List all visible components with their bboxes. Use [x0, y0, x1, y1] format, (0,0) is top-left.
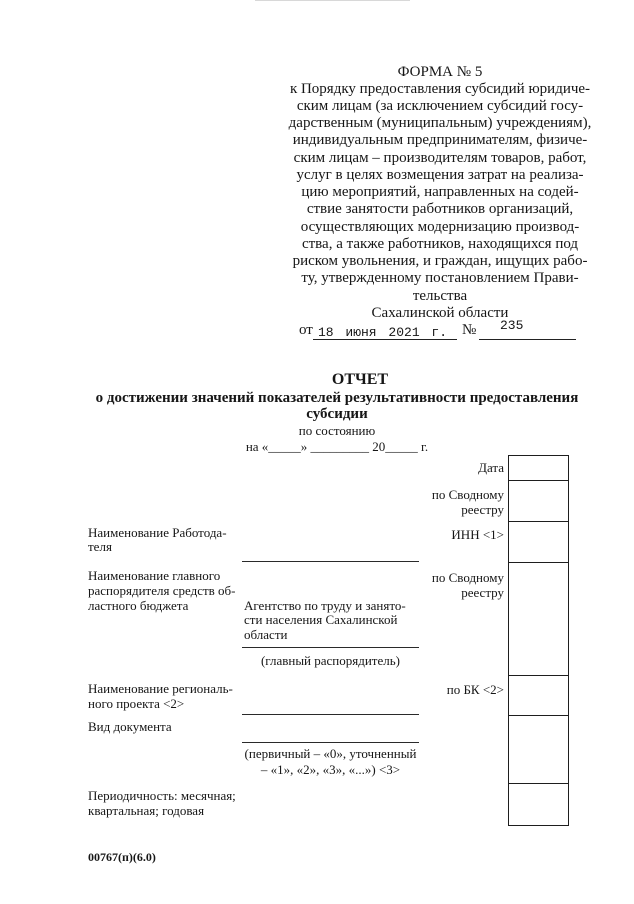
value-line: области — [244, 626, 288, 642]
chief-manager-value — [244, 599, 406, 643]
label-line: Периодичность: месячная; — [88, 787, 236, 803]
chief-manager-fill-line — [242, 647, 419, 648]
appendix-line: ту, утвержденному постановлением Прави- — [301, 270, 579, 287]
code-label-line: по Сводному — [431, 569, 504, 585]
code-label-line: реестру — [461, 501, 504, 517]
code-label-registry-2 — [396, 570, 504, 600]
code-label-date: Дата — [478, 459, 504, 475]
code-label-bk: по БК <2> — [446, 681, 504, 697]
caption-line: – «1», «2», «3», «...») <3> — [260, 762, 401, 777]
code-label-line: реестру — [461, 584, 504, 600]
code-label-registry-1 — [396, 487, 504, 517]
appendix-line: к Порядку предоставления субсидий юридиче- — [289, 80, 591, 97]
date-prefix: от — [299, 322, 313, 338]
code-box-inn — [508, 521, 569, 563]
appendix-line: ским лицам (за исключением субсидий госу- — [296, 97, 584, 114]
scan-artifact-line — [255, 0, 410, 1]
approval-date-value: 18 июня 2021 г. — [318, 325, 448, 340]
as-of-date-line: на «_____» _________ 20_____ г. — [245, 438, 429, 454]
appendix-line: ства, а также работников, находящихся под — [301, 235, 579, 252]
form-number: ФОРМА № 5 — [397, 64, 483, 80]
report-title: ОТЧЕТ — [331, 371, 389, 388]
approval-date-field — [313, 322, 457, 340]
form-code: 00767(п)(6.0) — [88, 850, 156, 864]
label-line: Наименование главного — [88, 567, 221, 583]
appendix-line: осуществляющих модернизацию производ- — [300, 218, 580, 235]
region-name: Сахалинской области — [371, 304, 509, 321]
code-label-line: по Сводному — [431, 486, 504, 502]
appendix-line: риском увольнения, и граждан, ищущих рабо- — [292, 253, 588, 269]
employer-fill-line — [242, 561, 419, 562]
code-box-date — [508, 455, 569, 481]
report-subtitle-line: субсидии — [306, 406, 368, 422]
code-box-registry-manager — [508, 562, 569, 676]
number-sign: № — [462, 322, 477, 338]
label-line: Наименование Работода- — [88, 524, 227, 540]
report-subtitle — [57, 390, 617, 422]
as-of-label: по состоянию — [298, 422, 376, 438]
appendix-line: ским лицам – производителям товаров, работ, — [293, 149, 587, 166]
appendix-line: индивидуальным предпринимателям, физиче- — [292, 132, 588, 149]
approval-number-value: 235 — [500, 318, 524, 333]
regional-project-fill-line — [242, 714, 419, 715]
chief-manager-label — [88, 568, 235, 613]
appendix-line: услуг в целях возмещения затрат на реализа- — [296, 166, 584, 183]
label-line: Наименование региональ- — [88, 680, 233, 696]
code-box-bk — [508, 675, 569, 716]
periodicity-label — [88, 788, 236, 818]
appendix-text — [283, 81, 597, 323]
label-line: квартальная; годовая — [88, 802, 205, 818]
appendix-line: дарственным (муниципальным) учреждениям), — [288, 115, 592, 131]
appendix-line: цию мероприятий, направленных на содей- — [301, 184, 579, 200]
caption-line: (первичный – «0», уточненный — [244, 746, 417, 761]
document-type-fill-line — [242, 742, 419, 743]
document-type-caption — [242, 746, 419, 778]
value-line: Агентство по труду и занято- — [244, 597, 406, 613]
label-line: распорядителя средств об- — [88, 582, 236, 598]
report-subtitle-line: о достижении значений показателей результативности предоставления — [95, 390, 579, 406]
code-label-inn: ИНН <1> — [451, 526, 504, 542]
code-box-document-type — [508, 715, 569, 784]
appendix-line: ствие занятости работников организаций, — [306, 201, 574, 218]
label-line: ного проекта <2> — [88, 695, 185, 711]
appendix-line: тельства — [412, 287, 468, 304]
document-type-label: Вид документа — [88, 718, 172, 734]
label-line: теля — [88, 539, 112, 554]
approval-number-field — [479, 318, 576, 340]
code-box-periodicity — [508, 783, 569, 826]
value-line: сти населения Сахалинской — [244, 612, 398, 627]
employer-label — [88, 526, 227, 555]
code-box-registry-employer — [508, 480, 569, 522]
chief-manager-caption: (главный распорядитель) — [260, 653, 401, 668]
regional-project-label — [88, 681, 233, 711]
label-line: ластного бюджета — [88, 597, 189, 613]
